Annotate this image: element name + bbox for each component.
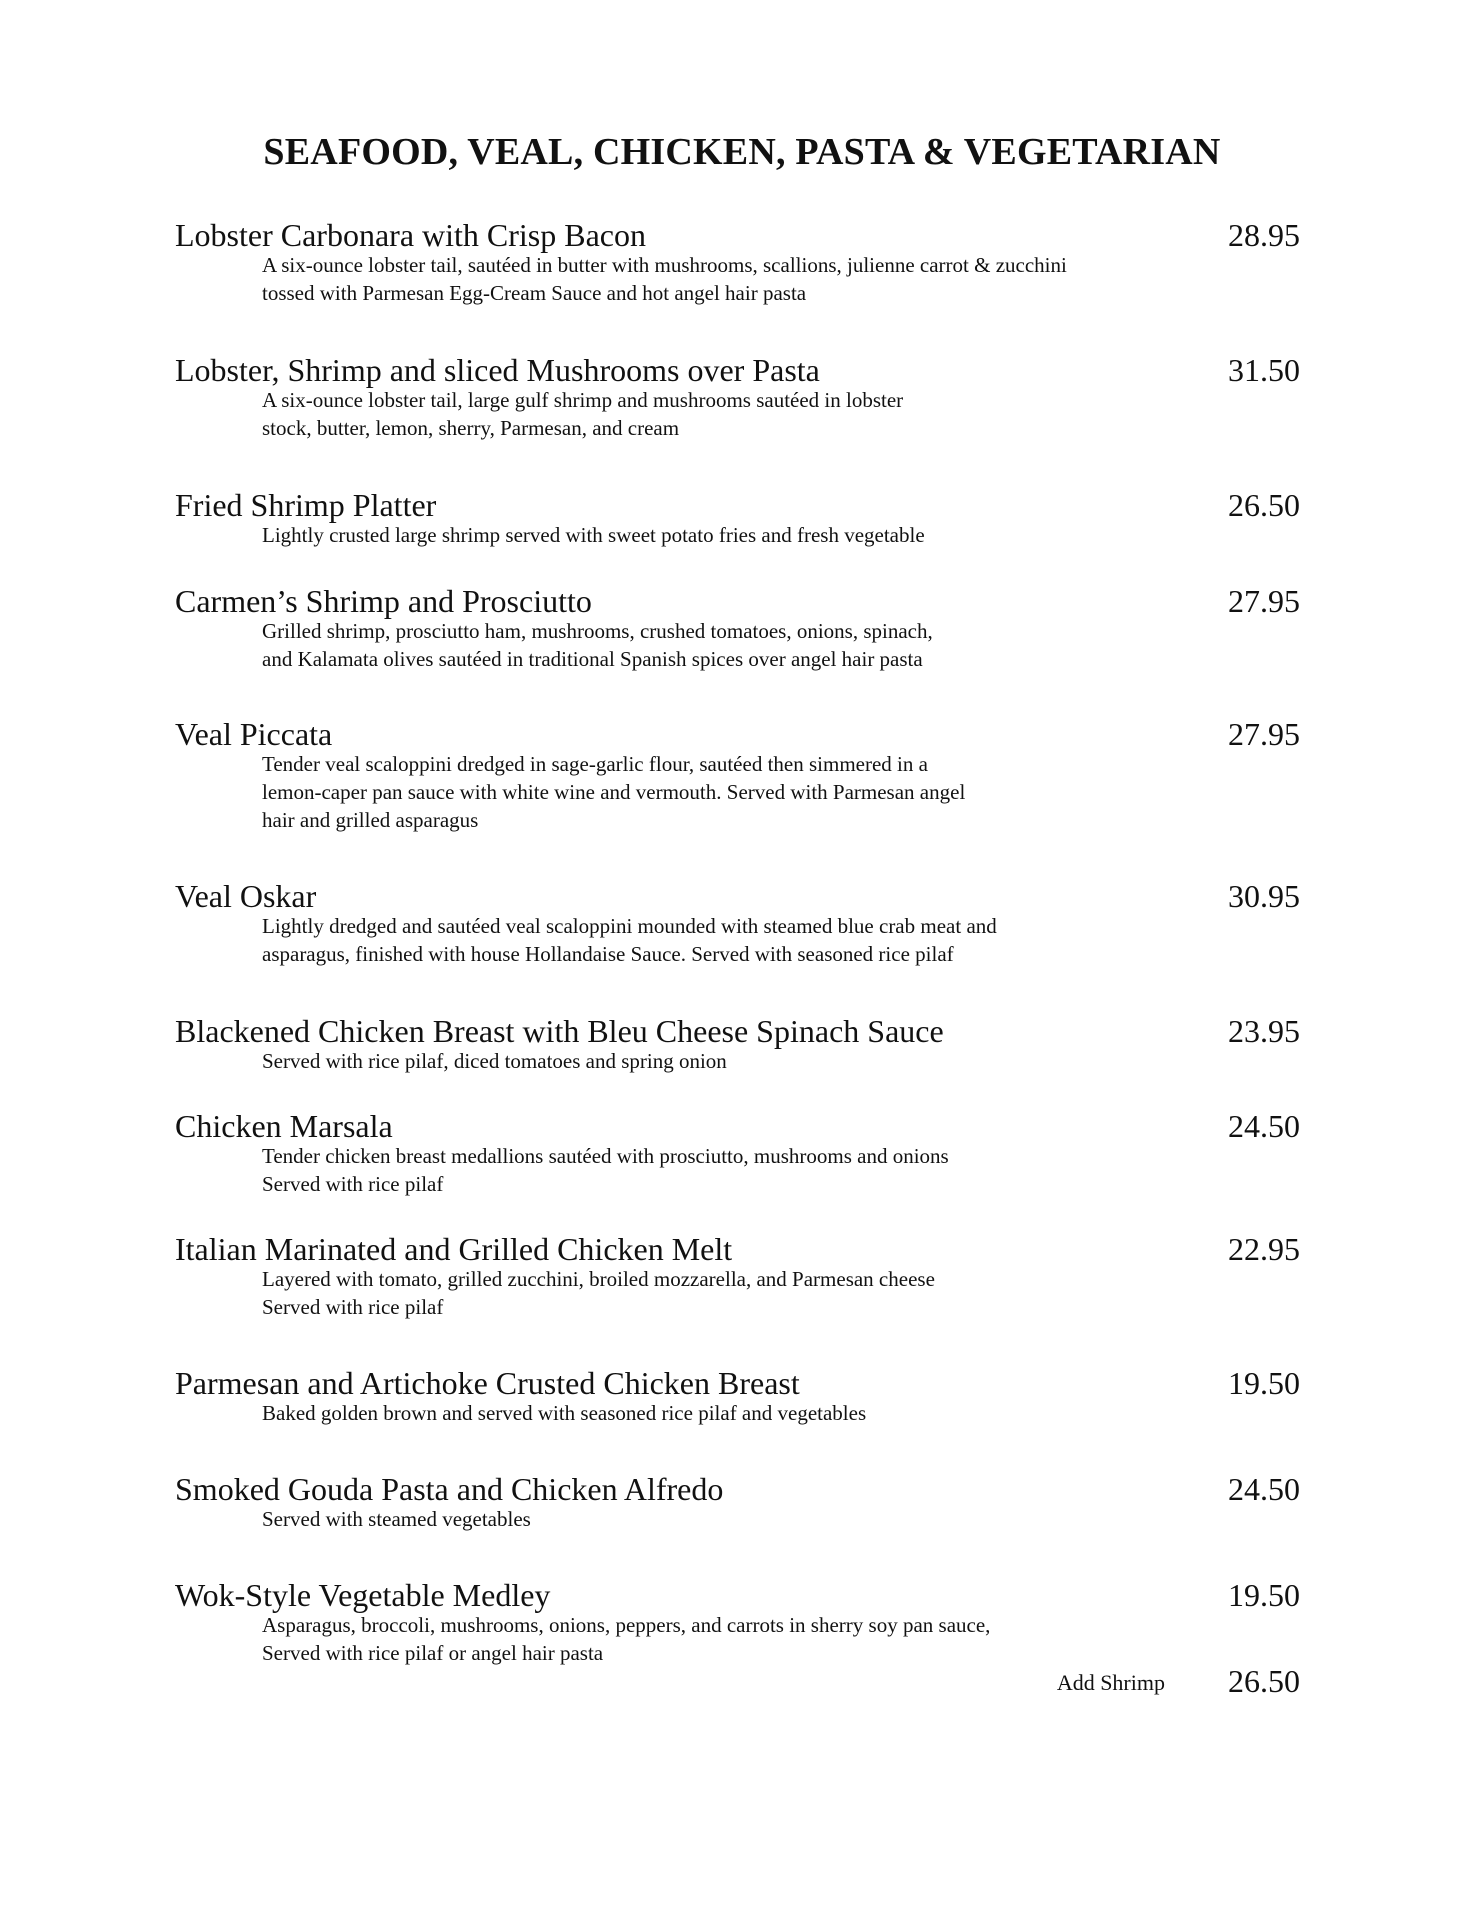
item-price: 19.50 — [1228, 1577, 1300, 1613]
menu-item — [175, 1575, 1300, 1667]
menu-item — [175, 1011, 1300, 1075]
menu-item — [175, 714, 1300, 834]
item-description — [262, 617, 1300, 673]
description-line: Lightly dredged and sautéed veal scaloppini mounded with steamed blue crab meat and — [262, 914, 997, 938]
item-price: 23.95 — [1228, 1013, 1300, 1049]
item-price: 27.95 — [1228, 583, 1300, 619]
item-name: Smoked Gouda Pasta and Chicken Alfredo — [175, 1471, 724, 1507]
item-description — [262, 1505, 1300, 1533]
item-price: 24.50 — [1228, 1108, 1300, 1144]
menu-item — [175, 485, 1300, 549]
item-name: Parmesan and Artichoke Crusted Chicken Breast — [175, 1365, 800, 1401]
description-line: Served with steamed vegetables — [262, 1507, 531, 1531]
item-price: 27.95 — [1228, 716, 1300, 752]
description-line: stock, butter, lemon, sherry, Parmesan, and cream — [262, 416, 680, 440]
description-line: tossed with Parmesan Egg-Cream Sauce and hot angel hair pasta — [262, 281, 807, 305]
item-name: Veal Piccata — [175, 716, 333, 752]
menu-item — [175, 1363, 1300, 1427]
description-line: Grilled shrimp, prosciutto ham, mushrooms, crushed tomatoes, onions, spinach, — [262, 619, 933, 643]
item-description — [262, 521, 1300, 549]
description-line: Served with rice pilaf, diced tomatoes and spring onion — [262, 1049, 727, 1073]
addon-label: Add Shrimp — [1056, 1670, 1165, 1695]
item-price: 30.95 — [1228, 878, 1300, 914]
menu-item — [175, 350, 1300, 442]
add-shrimp-option — [175, 1661, 1300, 1701]
item-description — [262, 1142, 1300, 1198]
menu-item — [175, 215, 1300, 307]
item-name: Wok-Style Vegetable Medley — [175, 1577, 551, 1613]
item-name: Fried Shrimp Platter — [175, 487, 437, 523]
item-description — [262, 1047, 1300, 1075]
item-description — [262, 1399, 1300, 1427]
description-line: Asparagus, broccoli, mushrooms, onions, peppers, and carrots in sherry soy pan sauce, — [262, 1613, 991, 1637]
item-description — [262, 912, 1300, 968]
item-price: 31.50 — [1228, 352, 1300, 388]
item-name: Veal Oskar — [175, 878, 317, 914]
description-line: and Kalamata olives sautéed in traditional Spanish spices over angel hair pasta — [262, 647, 923, 671]
menu-item — [175, 581, 1300, 673]
description-line: Served with rice pilaf or angel hair pasta — [262, 1641, 604, 1665]
item-price: 26.50 — [1228, 487, 1300, 523]
item-description — [262, 1611, 1300, 1667]
description-line: lemon-caper pan sauce with white wine and vermouth. Served with Parmesan angel — [262, 780, 966, 804]
menu-item — [175, 876, 1300, 968]
item-price: 19.50 — [1228, 1365, 1300, 1401]
description-line: A six-ounce lobster tail, large gulf shrimp and mushrooms sautéed in lobster — [262, 388, 904, 412]
description-line: Tender chicken breast medallions sautéed with prosciutto, mushrooms and onions — [262, 1144, 949, 1168]
item-price: 28.95 — [1228, 217, 1300, 253]
item-name: Italian Marinated and Grilled Chicken Melt — [175, 1231, 733, 1267]
item-name: Blackened Chicken Breast with Bleu Cheese Spinach Sauce — [175, 1013, 944, 1049]
item-price: 22.95 — [1228, 1231, 1300, 1267]
item-name: Carmen’s Shrimp and Prosciutto — [175, 583, 592, 619]
menu-item — [175, 1106, 1300, 1198]
description-line: Tender veal scaloppini dredged in sage-garlic flour, sautéed then simmered in a — [262, 752, 928, 776]
item-description — [262, 750, 1300, 834]
description-line: A six-ounce lobster tail, sautéed in butter with mushrooms, scallions, julienne carrot & zucchini — [262, 253, 1067, 277]
item-description — [262, 386, 1300, 442]
description-line: Baked golden brown and served with seasoned rice pilaf and vegetables — [262, 1401, 867, 1425]
addon-price: 26.50 — [1228, 1663, 1300, 1699]
description-line: Lightly crusted large shrimp served with sweet potato fries and fresh vegetable — [262, 523, 925, 547]
item-name: Lobster Carbonara with Crisp Bacon — [175, 217, 646, 253]
item-name: Lobster, Shrimp and sliced Mushrooms over Pasta — [175, 352, 820, 388]
description-line: asparagus, finished with house Hollandaise Sauce. Served with seasoned rice pilaf — [262, 942, 954, 966]
menu-item — [175, 1469, 1300, 1533]
description-line: Served with rice pilaf — [262, 1172, 444, 1196]
description-line: hair and grilled asparagus — [262, 808, 479, 832]
item-price: 24.50 — [1228, 1471, 1300, 1507]
item-description — [262, 1265, 1300, 1321]
description-line: Served with rice pilaf — [262, 1295, 444, 1319]
page-title: SEAFOOD, VEAL, CHICKEN, PASTA & VEGETARIAN — [263, 131, 1221, 173]
item-description — [262, 251, 1300, 307]
description-line: Layered with tomato, grilled zucchini, broiled mozzarella, and Parmesan cheese — [262, 1267, 935, 1291]
menu-item — [175, 1229, 1300, 1321]
item-name: Chicken Marsala — [175, 1108, 393, 1144]
